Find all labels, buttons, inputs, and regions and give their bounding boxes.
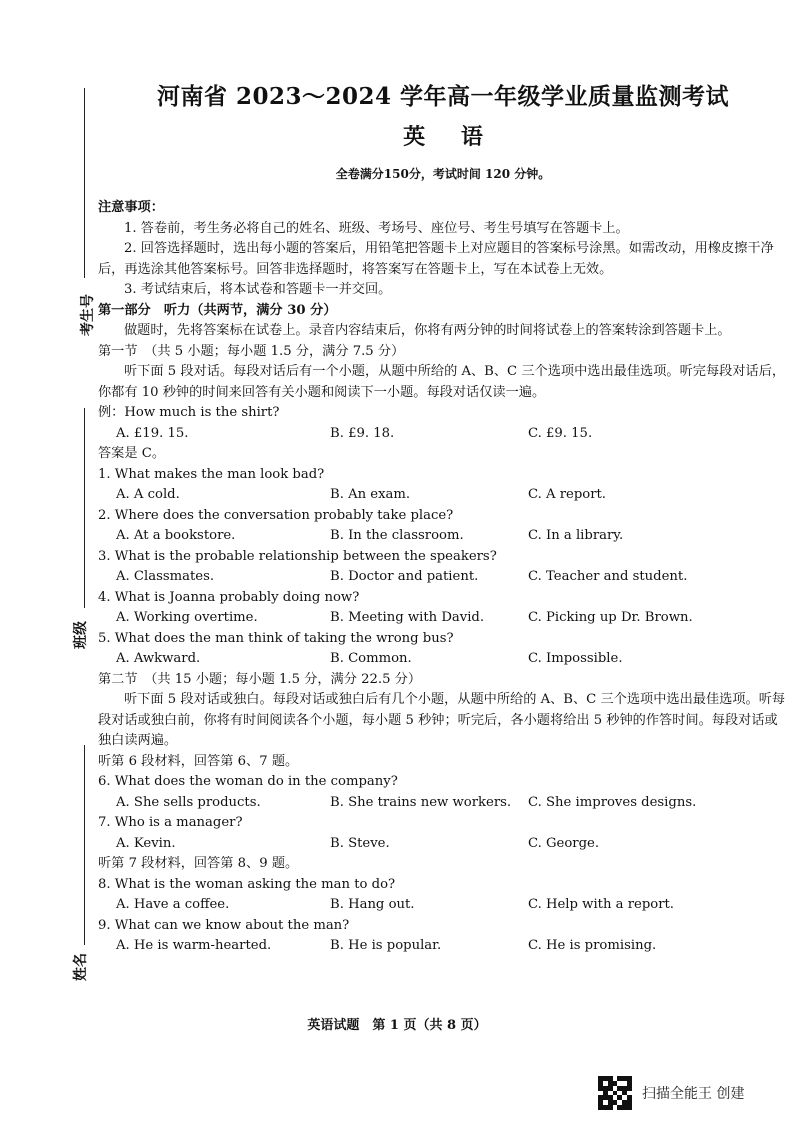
qr-code-icon <box>598 1076 632 1110</box>
option-a: A. Awkward. <box>116 651 201 666</box>
option-c: C. He is promising. <box>528 938 657 953</box>
material-6-instruction: 听第 6 段材料，回答第 6、7 题。 <box>98 753 299 769</box>
exam-body <box>98 198 788 957</box>
option-c: C. In a library. <box>528 528 624 543</box>
notes-item: 3. 考试结束后，将本试卷和答题卡一并交回。 <box>124 282 392 297</box>
notes-heading: 注意事项： <box>98 200 164 215</box>
options-9 <box>98 936 788 957</box>
option-b: B. £9. 18. <box>330 425 395 441</box>
options-3 <box>98 567 788 588</box>
exam-number-label: 考生号 <box>80 294 96 336</box>
option-c: C. Picking up Dr. Brown. <box>528 610 693 625</box>
option-c: C. A report. <box>528 487 607 502</box>
options-2 <box>98 526 788 547</box>
option-a: A. Kevin. <box>116 835 176 851</box>
option-c: C. Teacher and student. <box>528 569 688 584</box>
option-c: C. £9. 15. <box>528 425 593 441</box>
section1-intro: 听下面 5 段对话。每段对话后有一个小题，从题中所给的 A、B、C 三个选项中选出最佳选项。听完每段对话后，你都有 10 秒钟的时间来回答有关小题和阅读下一小题。每段对话仅读一遍。 <box>98 364 786 400</box>
option-b: B. He is popular. <box>330 938 442 953</box>
option-a: A. At a bookstore. <box>116 528 236 543</box>
option-c: C. George. <box>528 835 600 851</box>
option-a: A. A cold. <box>116 487 180 502</box>
question-8: 8. What is the woman asking the man to do? <box>98 876 396 892</box>
option-a: A. He is warm-hearted. <box>116 938 272 953</box>
option-b: B. Meeting with David. <box>330 610 485 625</box>
option-a: A. £19. 15. <box>116 425 189 441</box>
binding-line <box>84 88 85 278</box>
binding-line <box>84 408 85 608</box>
section1-heading: 第一节 （共 5 小题；每小题 1.5 分，满分 7.5 分） <box>98 343 405 359</box>
options-6 <box>98 793 788 814</box>
name-label: 姓名 <box>73 953 89 981</box>
option-b: B. Hang out. <box>330 897 415 912</box>
option-b: B. Doctor and patient. <box>330 569 479 584</box>
option-c: C. She improves designs. <box>528 794 697 810</box>
part1-heading: 第一部分 听力（共两节，满分 30 分） <box>98 302 337 318</box>
option-b: B. In the classroom. <box>330 528 464 543</box>
class-label: 班级 <box>73 621 89 649</box>
example-options <box>98 424 788 445</box>
options-5 <box>98 649 788 670</box>
option-b: B. An exam. <box>330 487 411 502</box>
options-7 <box>98 834 788 855</box>
section2-intro: 听下面 5 段对话或独白。每段对话或独白后有几个小题，从题中所给的 A、B、C 三个选项中选出最佳选项。听每段对话或独白前，你将有时间阅读各个小题，每小题 5 秒钟；听完后，各小题将给出 5 秒钟的作答时间。每段对话或独白读两遍。 <box>98 692 786 748</box>
option-c: C. Impossible. <box>528 651 623 666</box>
scoring-note: 全卷满分150分，考试时间 120 分钟。 <box>335 167 551 181</box>
options-8 <box>98 895 788 916</box>
option-b: B. She trains new workers. <box>330 794 512 810</box>
scanner-watermark <box>598 1076 744 1110</box>
scanner-text: 扫描全能王 创建 <box>642 1086 745 1102</box>
question-7: 7. Who is a manager? <box>98 815 243 830</box>
question-5: 5. What does the man think of taking the wrong bus? <box>98 630 454 646</box>
options-4 <box>98 608 788 629</box>
options-1 <box>98 485 788 506</box>
option-a: A. Classmates. <box>116 569 215 584</box>
page-title: 河南省 2023～2024 学年高一年级学业质量监测考试 <box>156 83 730 110</box>
question-4: 4. What is Joanna probably doing now? <box>98 589 360 605</box>
question-3: 3. What is the probable relationship between the speakers? <box>98 548 497 564</box>
question-2: 2. Where does the conversation probably take place? <box>98 507 454 523</box>
exam-page <box>98 78 788 957</box>
question-6: 6. What does the woman do in the company? <box>98 774 398 789</box>
section2-heading: 第二节 （共 15 小题；每小题 1.5 分，满分 22.5 分） <box>98 671 422 687</box>
option-a: A. Have a coffee. <box>116 897 230 912</box>
option-a: A. Working overtime. <box>116 610 258 625</box>
option-c: C. Help with a report. <box>528 897 674 912</box>
subject-title: 英 语 <box>403 124 497 150</box>
option-b: B. Common. <box>330 651 412 666</box>
binding-margin <box>0 0 100 1124</box>
example-answer: 答案是 C。 <box>98 446 166 461</box>
question-9: 9. What can we know about the man? <box>98 917 350 933</box>
notes-item: 2. 回答选择题时，选出每小题的答案后，用铅笔把答题卡上对应题目的答案标号涂黑。如需改动，用橡皮擦干净后，再选涂其他答案标号。回答非选择题时，将答案写在答题卡上，写在本试卷上无效。 <box>98 241 774 277</box>
part1-intro: 做题时，先将答案标在试卷上。录音内容结束后，你将有两分钟的时间将试卷上的答案转涂到答题卡上。 <box>124 323 731 338</box>
page-footer: 英语试题 第 1 页（共 8 页） <box>307 1018 487 1033</box>
binding-line <box>84 745 85 945</box>
option-b: B. Steve. <box>330 835 390 851</box>
material-7-instruction: 听第 7 段材料，回答第 8、9 题。 <box>98 856 299 871</box>
notes-item: 1. 答卷前，考生务必将自己的姓名、班级、考场号、座位号、考生号填写在答题卡上。 <box>124 220 629 236</box>
question-1: 1. What makes the man look bad? <box>98 466 325 482</box>
option-a: A. She sells products. <box>116 794 261 810</box>
example-question: 例：How much is the shirt? <box>98 405 280 420</box>
